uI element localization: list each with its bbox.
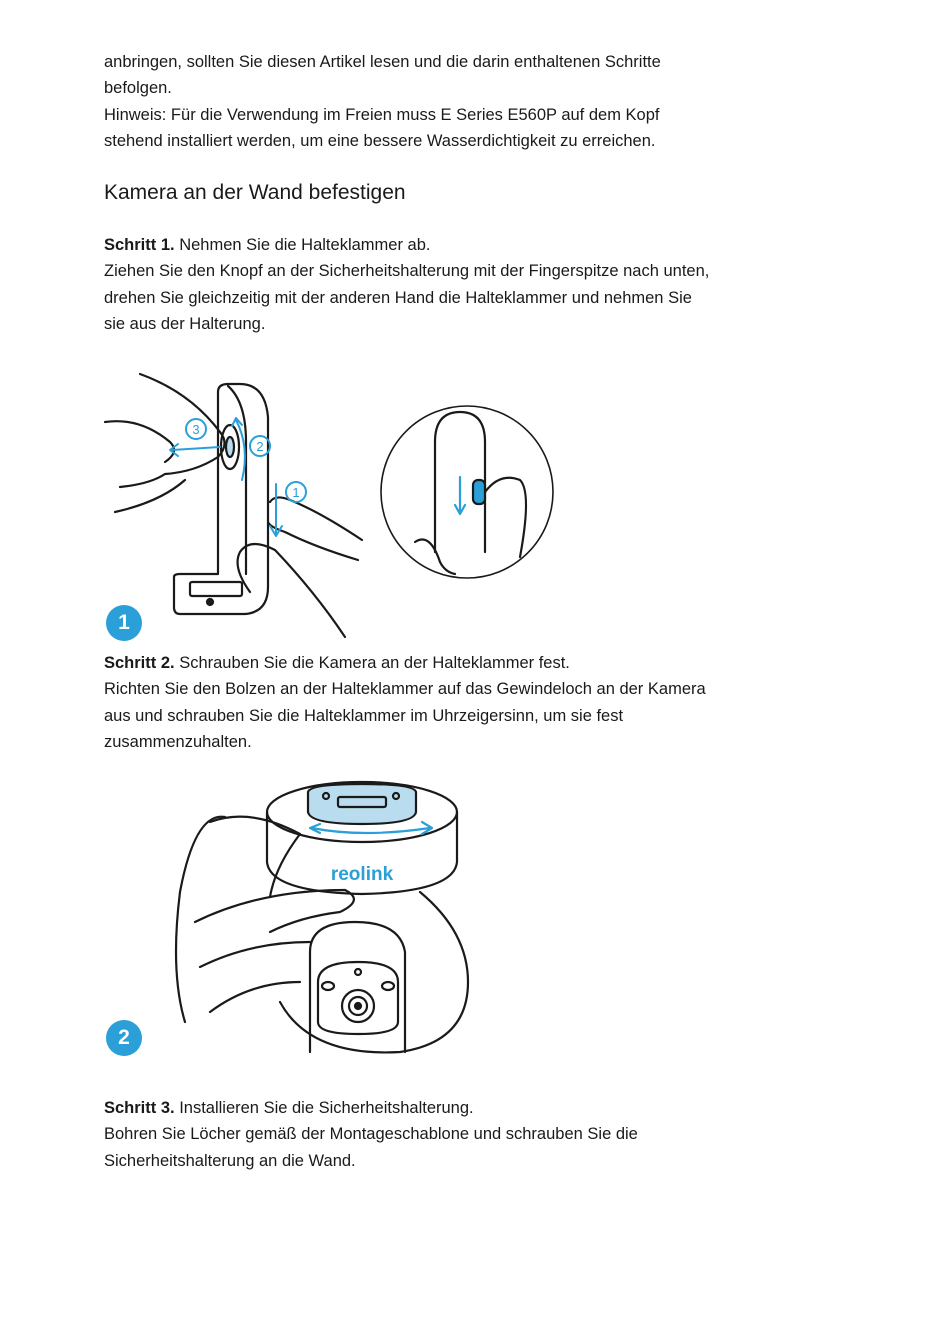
figure-1-badge: 1 [106,605,142,641]
intro-line-3: Hinweis: Für die Verwendung im Freien muss E Series E560P auf dem Kopf [104,105,660,124]
step-1-line-2: drehen Sie gleichzeitig mit der anderen Hand die Halteklammer und nehmen Sie [104,288,692,307]
mount-outline [174,384,268,614]
step-2-line-3: zusammenzuhalten. [104,732,252,751]
right-hand-lower [238,544,345,637]
sensor-dot [355,969,361,975]
step-1-line-1: Ziehen Sie den Knopf an der Sicherheitshalterung mit der Fingerspitze nach unten, [104,262,710,281]
intro-line-2: befolgen. [104,79,172,98]
ir-led-left [322,982,334,990]
right-hand-upper [270,497,362,540]
detail-finger [485,478,526,557]
left-hand-upper [120,374,225,487]
section-heading: Kamera an der Wand befestigen [104,181,406,204]
callout-1: 1 [292,485,300,500]
callout-2: 2 [256,439,264,454]
detail-knob [473,480,485,504]
hand-finger-2 [200,942,310,967]
intro-line-1: anbringen, sollten Sie diesen Artikel lesen und die darin enthaltenen Schritte [104,53,661,71]
step-2-line-2: aus und schrauben Sie die Halteklammer im Uhrzeigersinn, um sie fest [104,706,624,725]
figure-2-badge: 2 [106,1020,142,1056]
step-1-text [104,232,824,337]
step-1-title: Nehmen Sie die Halteklammer ab. [174,236,431,254]
step-3-line-1: Bohren Sie Löcher gemäß der Montageschablone und schrauben Sie die [104,1125,638,1144]
step-3-label: Schritt 3. [104,1099,175,1117]
intro-line-4: stehend installiert werden, um eine bessere Wasserdichtigkeit zu erreichen. [104,131,656,150]
brand-logo: reolink [330,864,394,885]
callout-3: 3 [192,422,200,437]
lens-center [355,1003,361,1009]
step-3-title: Installieren Sie die Sicherheitshalterung. [174,1099,474,1117]
step-3-line-2: Sicherheitshalterung an die Wand. [104,1151,356,1170]
rotate-clockwise-arrow [312,828,430,833]
ir-led-right [382,982,394,990]
step-2-title: Schrauben Sie die Kamera an der Halteklammer fest. [174,654,570,672]
left-hand-finger [105,421,174,462]
lens-housing [310,922,405,1052]
hand-finger-3 [210,982,300,1012]
bracket-center [226,437,234,457]
figure-1-remove-bracket [100,362,570,647]
step-2-label: Schritt 2. [104,654,175,672]
step-1-line-3: sie aus der Halterung. [104,314,266,333]
bracket-plate [308,784,416,824]
mount-front-edge [228,386,246,574]
step-2-line-1: Richten Sie den Bolzen an der Halteklammer auf das Gewindeloch an der Kamera [104,680,706,699]
detail-zoom-circle [381,406,553,578]
left-hand-lower [115,480,185,512]
step-1-label: Schritt 1. [104,236,175,254]
step-2-text [104,650,824,755]
pull-arrow [172,447,220,450]
hand-thumb [210,817,300,897]
rotate-arrow [236,420,245,480]
figure-2-screw-camera [100,772,480,1067]
mount-base-slot [190,582,242,596]
screw-hole [207,599,213,605]
camera-body [280,892,468,1052]
intro-paragraph [104,49,824,154]
step-3-text [104,1095,824,1174]
